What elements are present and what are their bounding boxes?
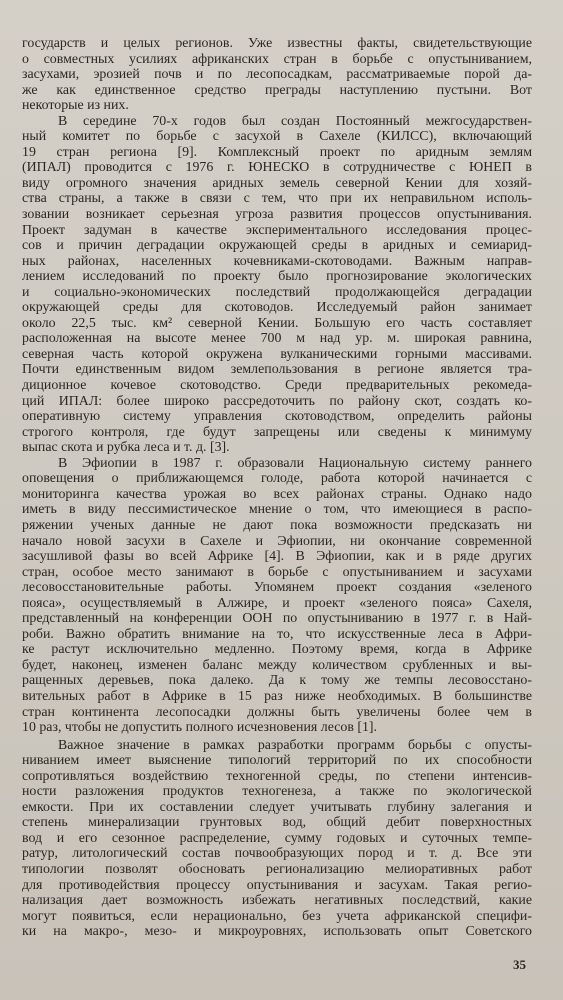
text-line: окружающей среды для скотоводов. Исследуемый район занимает xyxy=(22,300,532,316)
text-line: 10 раз, чтобы не допустить полного исчезновения лесов [1]. xyxy=(22,720,378,736)
text-line: Важное значение в рамках разработки программ борьбы с опусты- xyxy=(58,737,532,753)
text-line: иметь в виду пессимистическое мнение о том, что имеющиеся в распо- xyxy=(22,502,532,518)
text-line: ности разложения продуктов техногенеза, а также по экологической xyxy=(22,784,532,800)
text-line: Проект задуман в качестве экспериментального исследования процес- xyxy=(22,222,532,238)
text-line: некоторые из них. xyxy=(22,98,129,114)
text-line: ки на макро-, мезо- и микроуровнях, использовать опыт Советского xyxy=(22,924,532,940)
text-line: оперативную систему управления скотоводством, определить районы xyxy=(22,409,532,425)
text-line: засушливой фазы во всей Африке [4]. В Эфиопии, как и в ряде других xyxy=(22,549,532,565)
text-line: могут появиться, если нерационально, без учета африканской специфи- xyxy=(22,908,532,924)
text-line: В Эфиопии в 1987 г. образовали Национальную систему раннего xyxy=(58,455,532,471)
text-line: зовании возникает серьезная угроза развития процессов опустынивания. xyxy=(22,207,532,223)
text-line: строгого контроля, где будут запрещены или сведены к минимуму xyxy=(22,424,532,440)
text-line: мониторинга качества урожая во всех районах страны. Однако надо xyxy=(22,486,532,502)
text-line: ниванием имеет выяснение типологий территорий по их способности xyxy=(22,753,532,769)
text-line: диционное кочевое скотоводство. Среди предварительных рекомеда- xyxy=(22,378,532,394)
text-line: ратур, литологический состав почвообразующих пород и т. д. Все эти xyxy=(22,846,532,862)
page-number: 35 xyxy=(513,957,526,972)
text-line: 19 стран региона [9]. Комплексный проект по аридным землям xyxy=(22,144,532,160)
text-line: и социально-экономических последствий продолжающейся деградации xyxy=(22,284,532,300)
text-line: государств и целых регионов. Уже известны факты, свидетельствующие xyxy=(22,36,532,51)
paragraph-4 xyxy=(22,738,532,940)
text-line: выпас скота и рубка леса и т. д. [3]. xyxy=(22,440,230,456)
text-line: стран, особое место занимают в борьбе с опустыниванием и засухами xyxy=(22,564,532,580)
text-line: емкости. При их составлении следует учитывать глубину залегания и xyxy=(22,799,532,815)
text-line: В середине 70-х годов был создан Постоянный межгосударствен- xyxy=(58,113,532,129)
text-line: ных районах, населенных кочевниками-скотоводами. Важным направ- xyxy=(22,253,532,269)
text-line: засухами, эрозией почв и по лесопосадкам, рассматриваемые порой да- xyxy=(22,67,532,83)
text-line: для противодействия процессу опустынивания и засухам. Такая регио- xyxy=(22,877,532,893)
text-line: начало новой засухи в Сахеле и Эфиопии, ни окончание современной xyxy=(22,533,532,549)
text-line: расположенная на высоте менее 700 м над ур. м. широкая равнина, xyxy=(22,331,532,347)
text-line: типологии позволят обосновать регионализацию мелиоративных работ xyxy=(22,861,532,877)
text-line: будет, наконец, изменен баланс между количеством срубленных и вы- xyxy=(22,657,532,673)
paragraph-1 xyxy=(22,36,532,114)
text-line: виду огромного значения аридных земель северной Кении для хозяй- xyxy=(22,175,532,191)
text-line: ства страны, а также в связи с тем, что при их неправильном исполь- xyxy=(22,191,532,207)
text-line: вительных работ в Африке в 15 раз ниже необходимых. В большинстве xyxy=(22,688,532,704)
text-line: представленный на конференции ООН по опустыниванию в 1977 г. в Най- xyxy=(22,611,532,627)
text-line: ращенных деревьев, пока далеко. Да к тому же темпы лесовосстано- xyxy=(22,673,532,689)
text-line: около 22,5 тыс. км² северной Кении. Большую его часть составляет xyxy=(22,315,532,331)
text-line: сов и причин деградации окружающей среды в аридных и семиарид- xyxy=(22,238,532,254)
text-line: лением исследований по проекту было прогнозирование экологических xyxy=(22,269,532,285)
text-line: о совместных усилиях африканских стран в борьбе с опустыниванием, xyxy=(22,51,532,67)
text-line: ный комитет по борьбе с засухой в Сахеле (КИЛСС), включающий xyxy=(22,129,532,145)
paragraph-3 xyxy=(22,456,532,736)
text-line: стран континента лесопосадки должны быть увеличены более чем в xyxy=(22,704,532,720)
text-line: нализация дает возможность избежать негативных последствий, какие xyxy=(22,893,532,909)
text-line: роби. Важно обратить внимание на то, что искусственные леса в Афри- xyxy=(22,626,532,642)
text-line: ряжении ученых данные не дают пока возможности предсказать ни xyxy=(22,517,532,533)
text-line: же как единственное средство преграды наступлению пустыни. Вот xyxy=(22,82,532,98)
text-line: вод и его сезонное распределение, сумму годовых и суточных темпе- xyxy=(22,830,532,846)
text-line: сопротивляться воздействию техногенной среды, по степени интенсив- xyxy=(22,768,532,784)
text-line: лесовосстановительные работы. Упомянем проект создания «зеленого xyxy=(22,580,532,596)
text-line: (ИПАЛ) проводится с 1976 г. ЮНЕСКО в сотрудничестве с ЮНЕП в xyxy=(22,160,532,176)
text-line: оповещения о приближающемся голоде, работа которой начинается с xyxy=(22,471,532,487)
text-line: пояса», осуществляемый в Алжире, и проект «зеленого пояса» Сахеля, xyxy=(22,595,532,611)
text-line: Почти единственным видом землепользования в регионе является тра- xyxy=(22,362,532,378)
text-line: ций ИПАЛ: более широко рассредоточить по району скот, создать ко- xyxy=(22,393,532,409)
paragraph-2 xyxy=(22,114,532,456)
text-line: ке растут исключительно медленно. Поэтому время, когда в Африке xyxy=(22,642,532,658)
body-text xyxy=(22,36,532,940)
text-line: северная часть которой окружена вулканическими горными массивами. xyxy=(22,346,532,362)
text-line: степень минерализации грунтовых вод, общий дебит поверхностных xyxy=(22,815,532,831)
